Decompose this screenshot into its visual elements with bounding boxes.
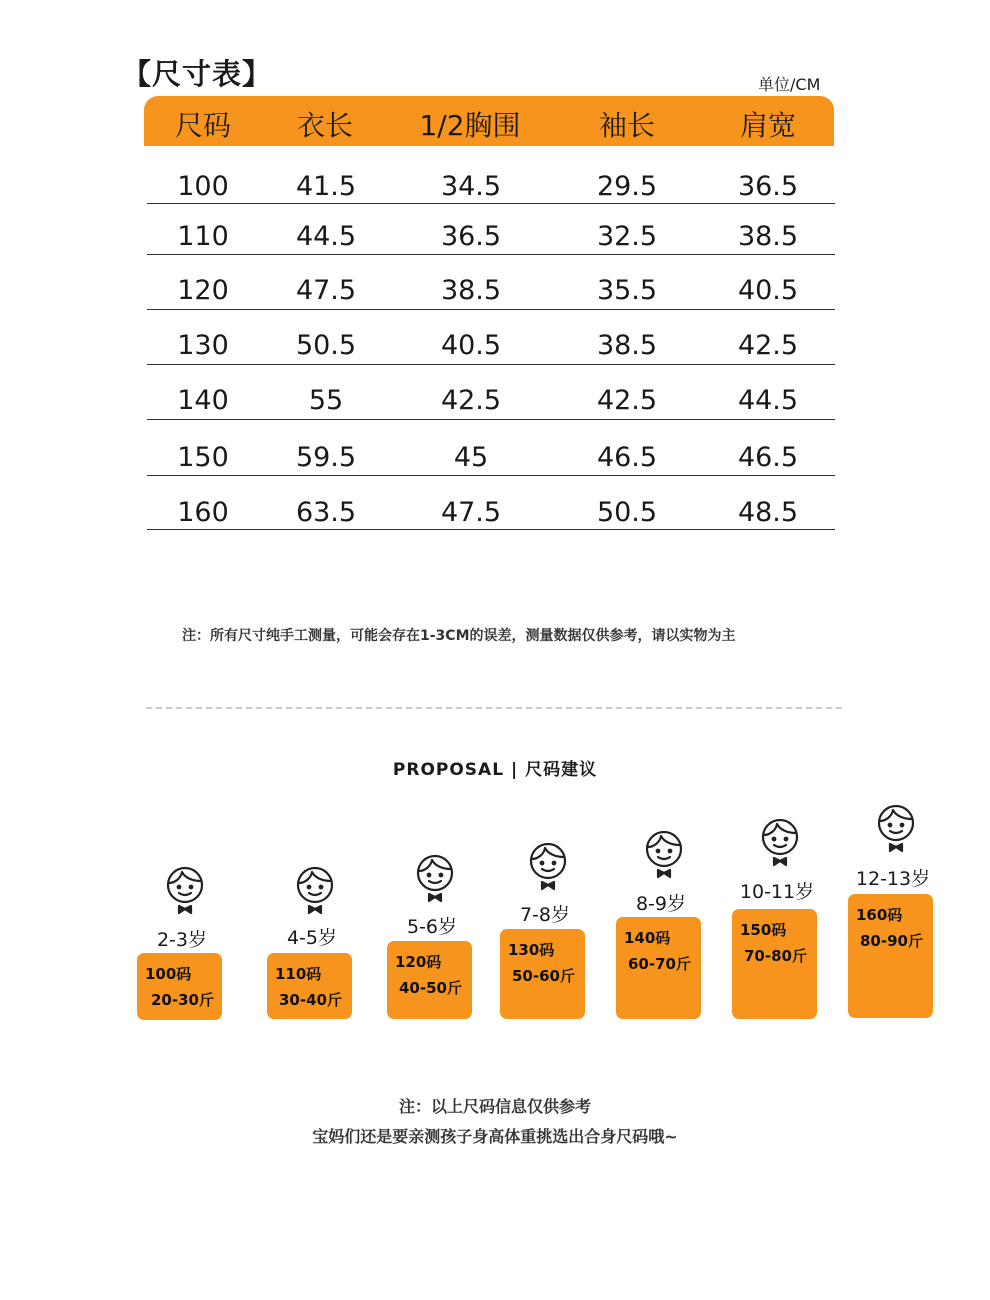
weight-range: 50-60斤 — [512, 967, 575, 985]
table-row — [0, 330, 990, 380]
table-cell: 42.5 — [737, 330, 799, 361]
table-cell: 100 — [177, 171, 229, 202]
table-cell: 35.5 — [596, 275, 658, 306]
header-shoulder: 肩宽 — [739, 109, 797, 142]
weight-range: 30-40斤 — [279, 991, 342, 1009]
table-cell: 29.5 — [596, 171, 658, 202]
table-cell: 38.5 — [596, 330, 658, 361]
row-divider — [147, 475, 835, 476]
row-divider — [147, 419, 835, 420]
row-divider — [147, 364, 835, 365]
table-cell: 44.5 — [295, 221, 357, 252]
table-cell: 38.5 — [440, 275, 502, 306]
table-row — [0, 497, 990, 547]
size-badge — [137, 953, 222, 1020]
header-size: 尺码 — [174, 109, 232, 142]
measurement-note: 注：所有尺寸纯手工测量，可能会存在1-3CM的误差，测量数据仅供参考，请以实物为主 — [182, 628, 736, 644]
age-label: 5-6岁 — [406, 916, 458, 938]
size-badge — [732, 909, 817, 1019]
advice-note: 宝妈们还是要亲测孩子身高体重挑选出合身尺码哦~ — [312, 1127, 678, 1146]
table-cell: 50.5 — [295, 330, 357, 361]
table-cell: 160 — [177, 497, 229, 528]
table-cell: 42.5 — [440, 385, 502, 416]
size-code: 150码 — [740, 921, 787, 939]
row-divider — [147, 309, 835, 310]
table-row — [0, 385, 990, 435]
child-face-icon — [412, 852, 458, 904]
child-face-icon — [292, 864, 338, 916]
table-row — [0, 221, 990, 271]
table-row — [0, 171, 990, 221]
table-cell: 47.5 — [295, 275, 357, 306]
child-face-icon — [162, 864, 208, 916]
table-cell: 150 — [177, 442, 229, 473]
weight-range: 80-90斤 — [860, 932, 923, 950]
table-cell: 45 — [453, 442, 489, 473]
table-cell: 120 — [177, 275, 229, 306]
weight-range: 20-30斤 — [151, 991, 214, 1009]
table-cell: 42.5 — [596, 385, 658, 416]
size-code: 130码 — [508, 941, 555, 959]
table-row — [0, 275, 990, 325]
dashed-divider — [146, 707, 842, 709]
size-badge — [267, 953, 352, 1019]
age-label: 2-3岁 — [156, 929, 208, 951]
size-code: 140码 — [624, 929, 671, 947]
size-badge — [616, 917, 701, 1019]
proposal-title: PROPOSAL | 尺码建议 — [392, 760, 598, 780]
header-half-chest: 1/2胸围 — [419, 109, 521, 142]
table-cell: 40.5 — [737, 275, 799, 306]
table-cell: 34.5 — [440, 171, 502, 202]
age-label: 7-8岁 — [519, 904, 571, 926]
table-cell: 50.5 — [596, 497, 658, 528]
size-code: 120码 — [395, 953, 442, 971]
child-face-icon — [757, 816, 803, 868]
table-cell: 130 — [177, 330, 229, 361]
table-cell: 46.5 — [596, 442, 658, 473]
table-row — [0, 442, 990, 492]
size-badge — [387, 941, 472, 1019]
table-cell: 32.5 — [596, 221, 658, 252]
weight-range: 60-70斤 — [628, 955, 691, 973]
age-label: 10-11岁 — [739, 881, 815, 903]
reference-note: 注：以上尺码信息仅供参考 — [398, 1097, 591, 1116]
age-label: 12-13岁 — [855, 868, 931, 890]
table-cell: 36.5 — [737, 171, 799, 202]
table-cell: 63.5 — [295, 497, 357, 528]
table-cell: 46.5 — [737, 442, 799, 473]
size-badge — [500, 929, 585, 1019]
unit-label: 单位/CM — [758, 75, 821, 94]
table-cell: 55 — [308, 385, 344, 416]
weight-range: 70-80斤 — [744, 947, 807, 965]
table-cell: 44.5 — [737, 385, 799, 416]
table-cell: 47.5 — [440, 497, 502, 528]
table-cell: 36.5 — [440, 221, 502, 252]
table-cell: 40.5 — [440, 330, 502, 361]
size-code: 110码 — [275, 965, 322, 983]
child-face-icon — [873, 802, 919, 854]
size-code: 160码 — [856, 906, 903, 924]
table-cell: 48.5 — [737, 497, 799, 528]
age-label: 4-5岁 — [286, 927, 338, 949]
table-cell: 38.5 — [737, 221, 799, 252]
row-divider — [147, 203, 835, 204]
size-code: 100码 — [145, 965, 192, 983]
size-badge — [848, 894, 933, 1018]
weight-range: 40-50斤 — [399, 979, 462, 997]
header-sleeve: 袖长 — [598, 109, 656, 142]
table-cell: 41.5 — [295, 171, 357, 202]
child-face-icon — [525, 840, 571, 892]
age-label: 8-9岁 — [635, 893, 687, 915]
child-face-icon — [641, 828, 687, 880]
table-cell: 59.5 — [295, 442, 357, 473]
header-length: 衣长 — [296, 109, 354, 142]
table-header — [144, 96, 834, 146]
row-divider — [147, 529, 835, 530]
table-cell: 110 — [177, 221, 229, 252]
page-title: 【尺寸表】 — [122, 57, 273, 91]
row-divider — [147, 254, 835, 255]
table-cell: 140 — [177, 385, 229, 416]
